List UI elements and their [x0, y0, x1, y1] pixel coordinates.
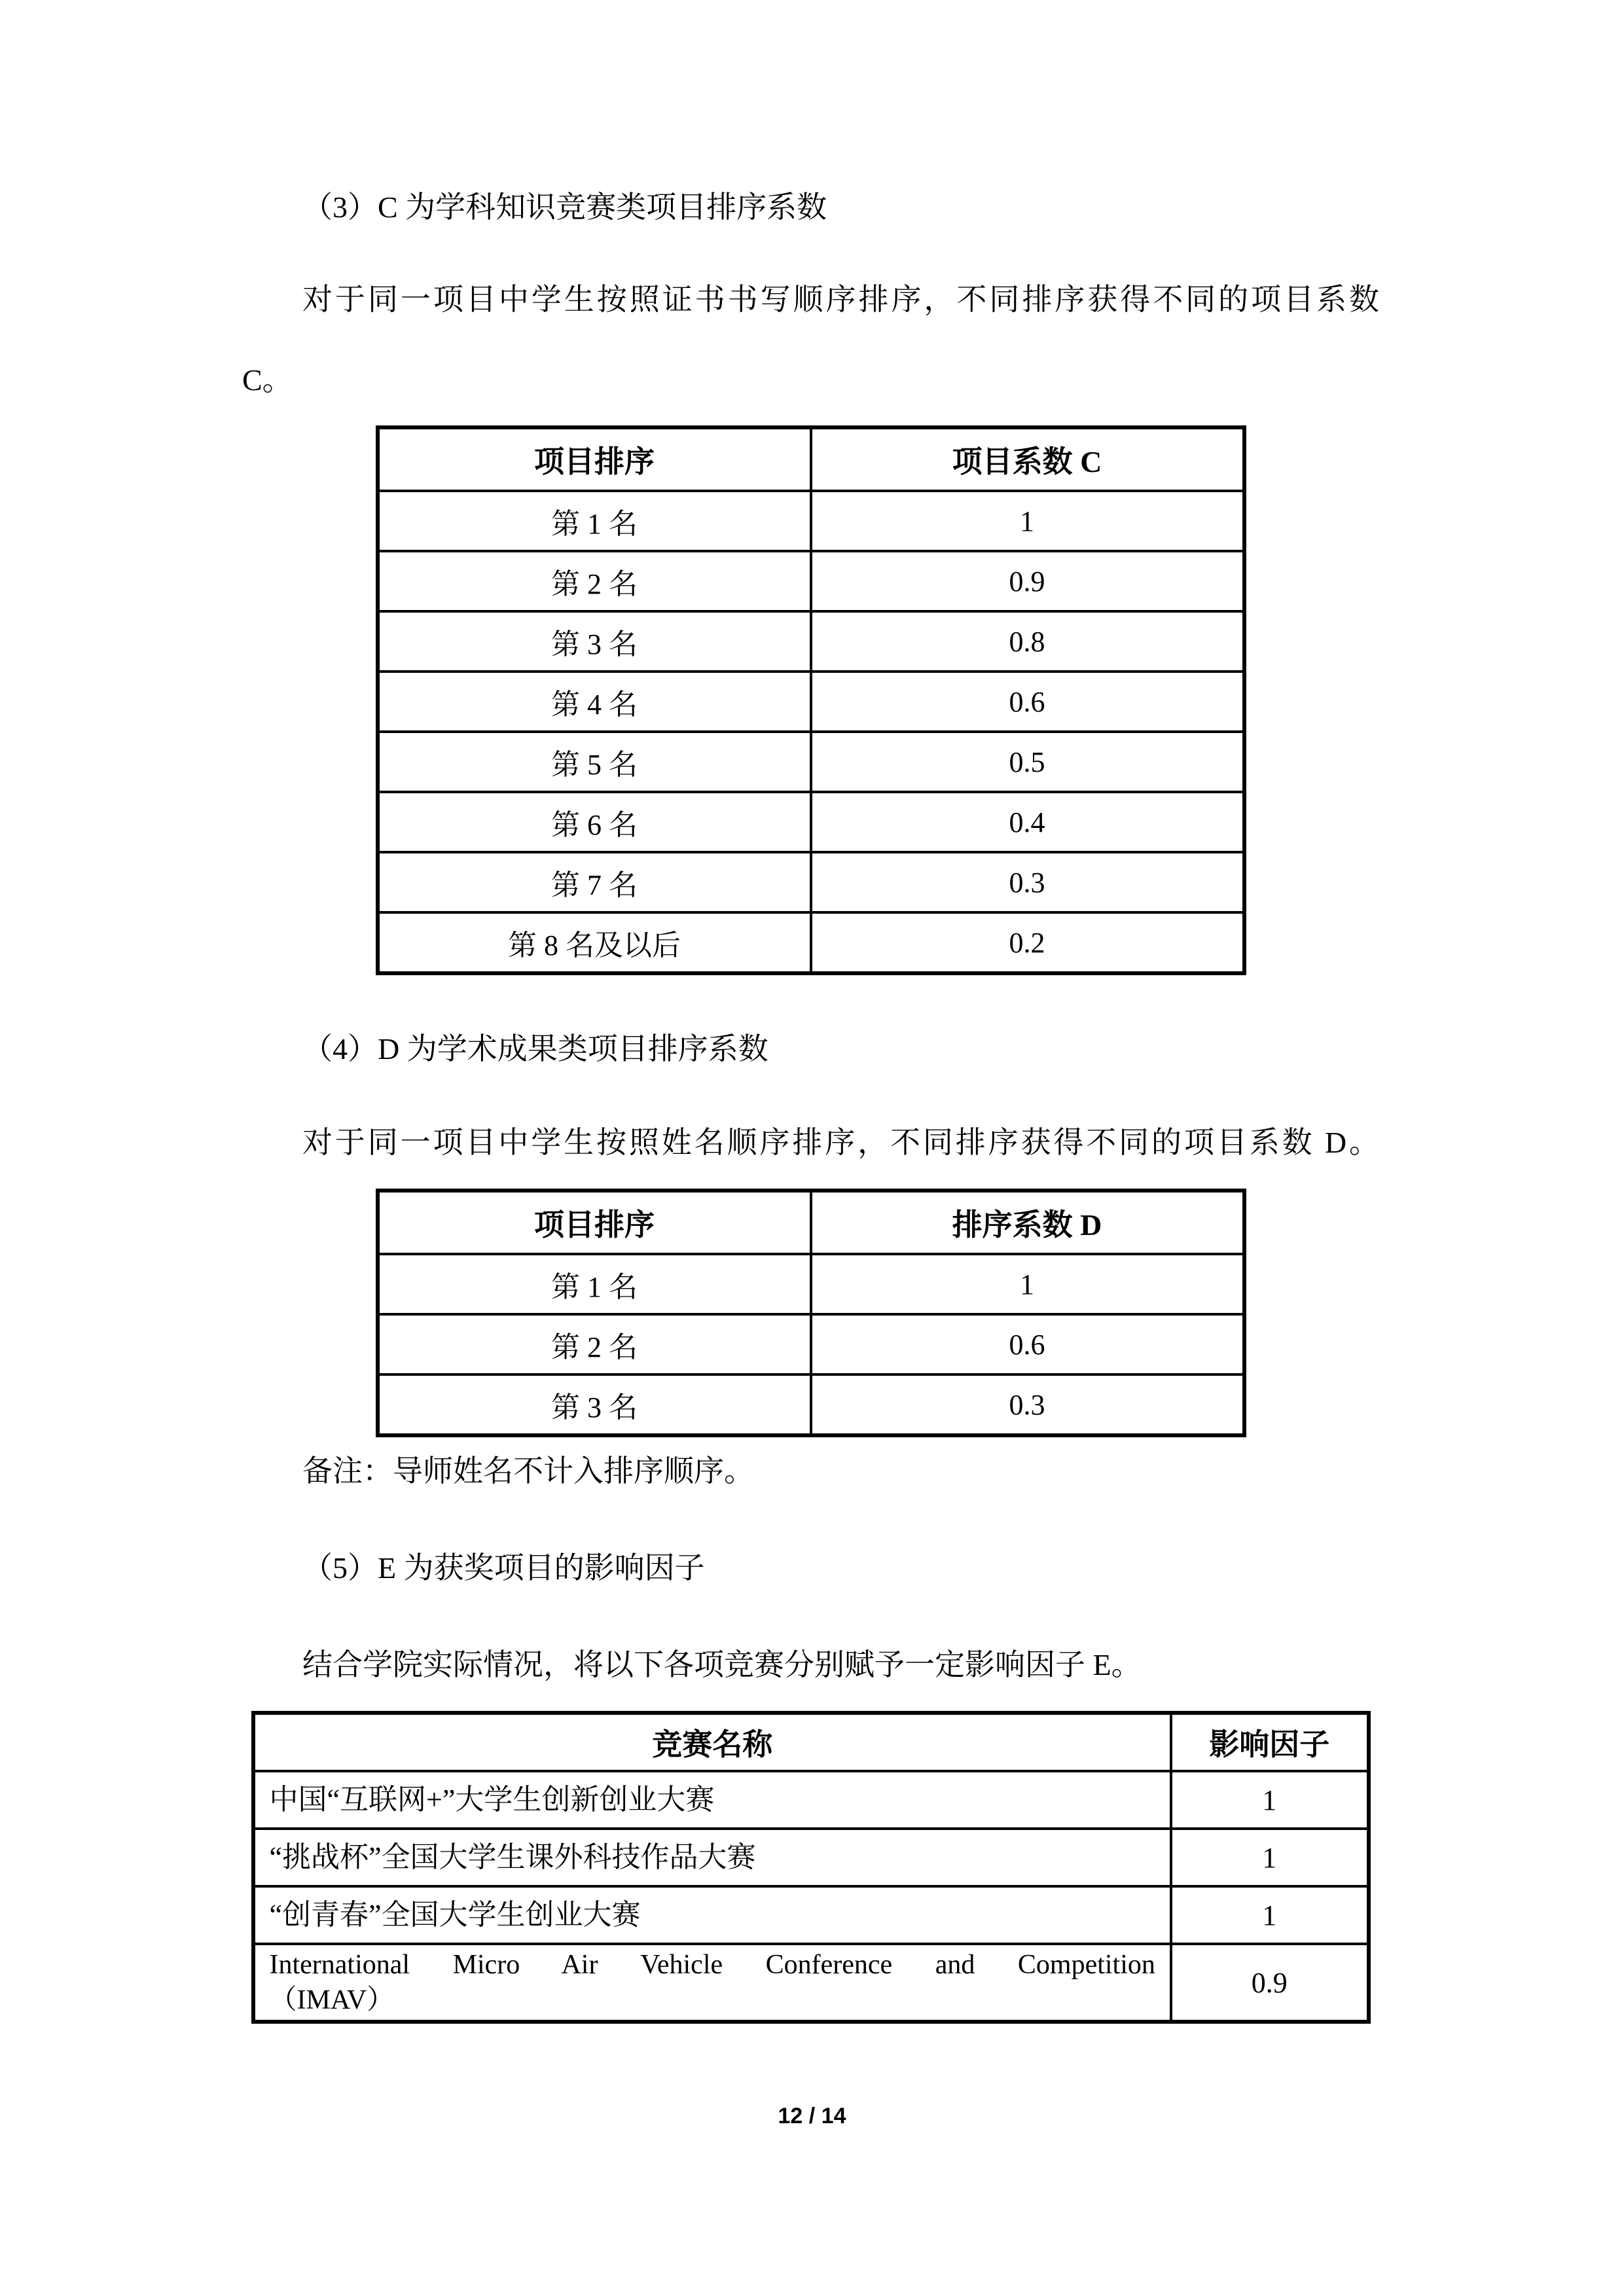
coefficient-cell: 0.3 [811, 852, 1244, 912]
table-row [378, 491, 1244, 551]
page-number: 12 / 14 [778, 2104, 846, 2128]
competition-name-cell [253, 1944, 1171, 2022]
table-header-cell: 排序系数 D [811, 1191, 1244, 1254]
rank-cell: 第 6 名 [378, 792, 811, 852]
coefficient-cell: 0.6 [811, 1314, 1244, 1374]
table-header-cell: 项目排序 [378, 427, 811, 491]
rank-cell: 第 3 名 [378, 611, 811, 672]
competition-name-line-1: International Micro Air Vehicle Conference and Competition [269, 1950, 1155, 1980]
sort-coefficient-d-table [376, 1189, 1246, 1437]
section-5-paragraph: 结合学院实际情况，将以下各项竞赛分别赋予一定影响因子 E。 [302, 1648, 1142, 1681]
rank-cell: 第 2 名 [378, 1314, 811, 1374]
coefficient-cell: 0.9 [811, 551, 1244, 611]
section-3-heading: （3）C 为学科知识竞赛类项目排序系数 [302, 190, 827, 224]
rank-cell: 第 5 名 [378, 732, 811, 792]
coefficient-cell: 0.6 [811, 672, 1244, 732]
coefficient-cell: 0.5 [811, 732, 1244, 792]
rank-cell: 第 8 名及以后 [378, 912, 811, 973]
competition-name-cell [253, 1771, 1171, 1829]
table-header-row [253, 1713, 1369, 1771]
coefficient-cell: 0.4 [811, 792, 1244, 852]
coefficient-cell: 1 [811, 491, 1244, 551]
table-row [378, 1314, 1244, 1374]
table-row [378, 912, 1244, 973]
rank-cell: 第 1 名 [378, 491, 811, 551]
table-row [253, 1886, 1369, 1944]
table-header-cell: 竞赛名称 [253, 1713, 1171, 1771]
rank-cell: 第 7 名 [378, 852, 811, 912]
table-row [378, 551, 1244, 611]
table-header-cell: 项目排序 [378, 1191, 811, 1254]
table-row [378, 672, 1244, 732]
impact-factor-cell: 1 [1171, 1886, 1369, 1944]
note-line: 备注：导师姓名不计入排序顺序。 [302, 1454, 754, 1488]
section-4-heading: （4）D 为学术成果类项目排序系数 [302, 1032, 768, 1066]
table-header-cell: 项目系数 C [811, 427, 1244, 491]
competition-name-cell [253, 1886, 1171, 1944]
table-row [378, 1254, 1244, 1314]
coefficient-cell: 0.3 [811, 1374, 1244, 1435]
table-header-row [378, 1191, 1244, 1254]
competition-name-cell [253, 1829, 1171, 1886]
table-row [253, 1829, 1369, 1886]
table-row [378, 852, 1244, 912]
rank-cell: 第 1 名 [378, 1254, 811, 1314]
project-order-coefficient-c-table [376, 425, 1246, 975]
section-4-paragraph: 对于同一项目中学生按照姓名顺序排序，不同排序获得不同的项目系数 D。 [302, 1126, 1379, 1159]
table-header-cell: 影响因子 [1171, 1713, 1369, 1771]
coefficient-cell: 1 [811, 1254, 1244, 1314]
competition-name: “挑战杯”全国大学生课外科技作品大赛 [269, 1841, 756, 1873]
rank-cell: 第 2 名 [378, 551, 811, 611]
table-header-row [378, 427, 1244, 491]
impact-factor-cell: 1 [1171, 1829, 1369, 1886]
table-row [378, 611, 1244, 672]
coefficient-cell: 0.2 [811, 912, 1244, 973]
table-row [253, 1944, 1369, 2022]
coefficient-cell: 0.8 [811, 611, 1244, 672]
impact-factor-cell: 0.9 [1171, 1944, 1369, 2022]
section-3-paragraph-line-1: 对于同一项目中学生按照证书书写顺序排序，不同排序获得不同的项目系数 [302, 283, 1379, 316]
section-5-heading: （5）E 为获奖项目的影响因子 [302, 1551, 705, 1585]
impact-factor-cell: 1 [1171, 1771, 1369, 1829]
competition-name: 中国“互联网+”大学生创新创业大赛 [269, 1784, 715, 1816]
table-row [378, 1374, 1244, 1435]
rank-cell: 第 4 名 [378, 672, 811, 732]
competition-name: “创青春”全国大学生创业大赛 [269, 1899, 641, 1931]
section-3-paragraph-line-2: C。 [242, 363, 293, 397]
table-row [378, 792, 1244, 852]
impact-factor-e-table [251, 1711, 1371, 2024]
table-row [378, 732, 1244, 792]
competition-name-line-2: （IMAV） [269, 1985, 395, 2015]
table-row [253, 1771, 1369, 1829]
rank-cell: 第 3 名 [378, 1374, 811, 1435]
